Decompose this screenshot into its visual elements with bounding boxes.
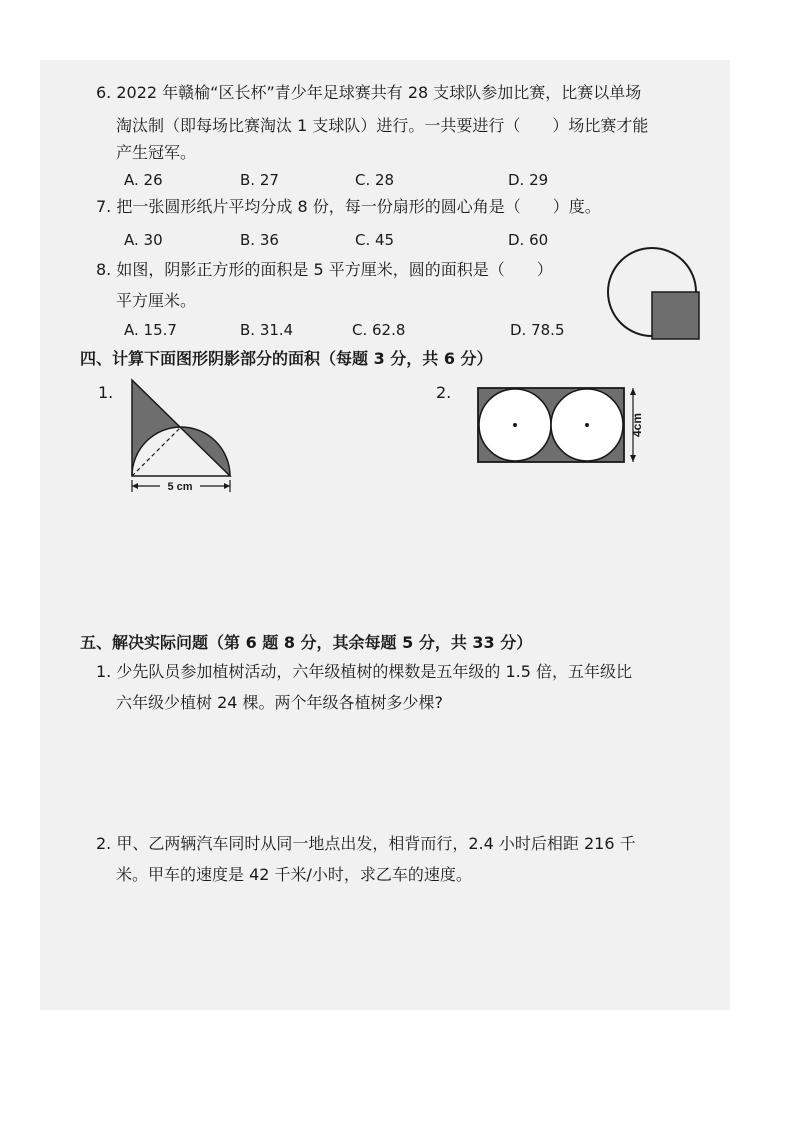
section-5-heading: 五、解决实际问题（第 6 题 8 分，其余每题 5 分，共 33 分）	[80, 633, 533, 652]
fig2-dimension-label: 4cm	[630, 412, 644, 438]
problem-2-line-2: 米。甲车的速度是 42 千米/小时，求乙车的速度。	[116, 865, 472, 884]
fig2-rectangle-circles-figure	[476, 386, 646, 466]
q6-line-1: 6. 2022 年赣榆“区长杯”青少年足球赛共有 28 支球队参加比赛，比赛以单场	[96, 83, 642, 102]
q6-option-c[interactable]: C. 28	[355, 171, 395, 189]
q8-option-b[interactable]: B. 31.4	[240, 321, 294, 339]
fig1-triangle-semicircle-figure	[124, 378, 234, 496]
fig2-left-center-dot	[513, 423, 517, 427]
q7-option-b[interactable]: B. 36	[240, 231, 279, 249]
q6-option-d[interactable]: D. 29	[508, 171, 549, 189]
q8-circle-square-figure	[606, 246, 702, 342]
q7-option-a[interactable]: A. 30	[124, 231, 163, 249]
fig1-dimension-label: 5 cm	[167, 481, 193, 493]
q6-option-a[interactable]: A. 26	[124, 171, 163, 189]
fig1-number: 1.	[98, 383, 114, 402]
q6-option-b[interactable]: B. 27	[240, 171, 279, 189]
section-4-heading: 四、计算下面图形阴影部分的面积（每题 3 分，共 6 分）	[80, 349, 493, 368]
q8-option-d[interactable]: D. 78.5	[510, 321, 565, 339]
q6-line-3: 产生冠军。	[116, 143, 197, 162]
q8-shaded-square	[652, 292, 699, 339]
problem-1-line-2: 六年级少植树 24 棵。两个年级各植树多少棵?	[116, 693, 444, 712]
q7-line-1: 7. 把一张圆形纸片平均分成 8 份，每一份扇形的圆心角是（ ）度。	[96, 197, 601, 216]
q7-option-d[interactable]: D. 60	[508, 231, 549, 249]
fig2-right-center-dot	[585, 423, 589, 427]
q7-option-c[interactable]: C. 45	[355, 231, 395, 249]
q8-option-c[interactable]: C. 62.8	[352, 321, 406, 339]
problem-2-line-1: 2. 甲、乙两辆汽车同时从同一地点出发，相背而行，2.4 小时后相距 216 千	[96, 834, 636, 853]
fig2-number: 2.	[436, 383, 452, 402]
problem-1-line-1: 1. 少先队员参加植树活动，六年级植树的棵数是五年级的 1.5 倍，五年级比	[96, 662, 632, 681]
q8-option-a[interactable]: A. 15.7	[124, 321, 177, 339]
q6-line-2: 淘汰制（即每场比赛淘汰 1 支球队）进行。一共要进行（ ）场比赛才能	[116, 116, 649, 135]
q8-line-2: 平方厘米。	[116, 291, 197, 310]
q8-line-1: 8. 如图，阴影正方形的面积是 5 平方厘米，圆的面积是（ ）	[96, 260, 553, 279]
